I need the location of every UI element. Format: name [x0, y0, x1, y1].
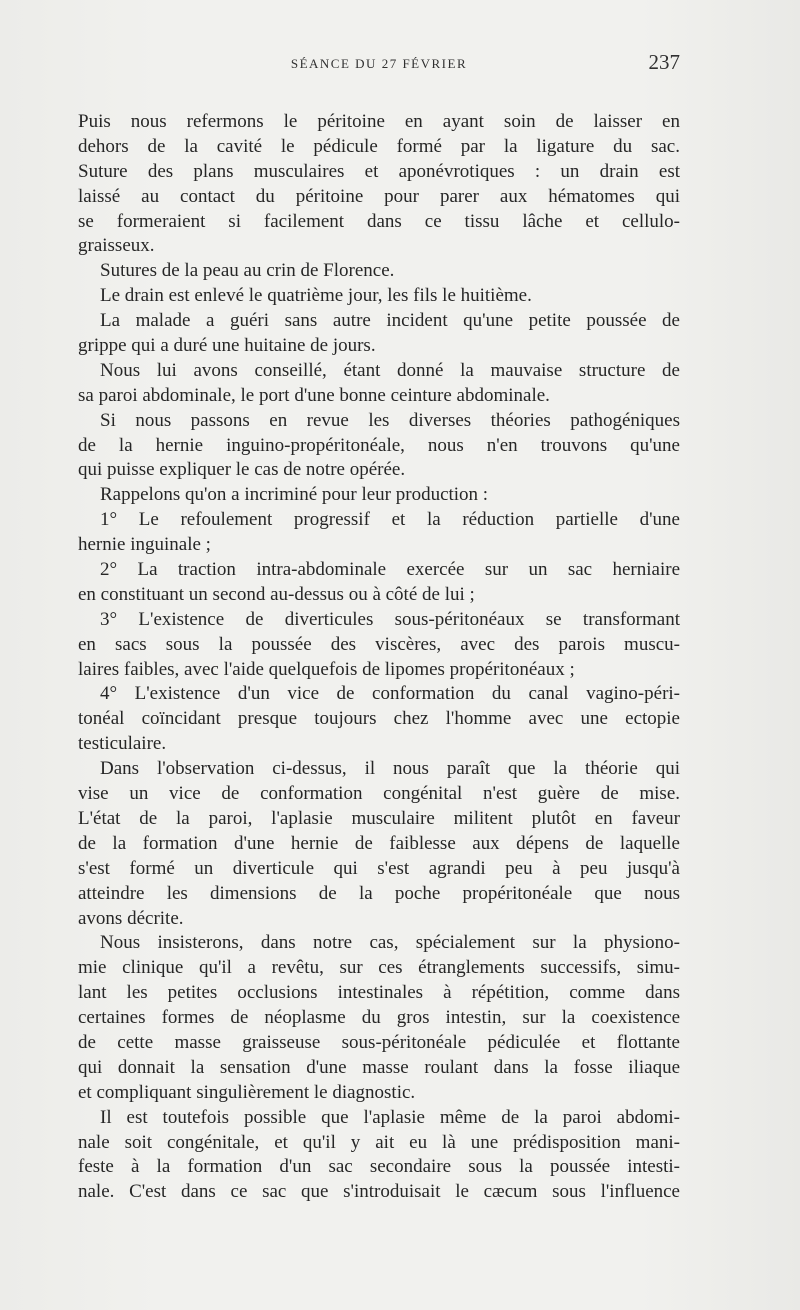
list-item [78, 608, 680, 683]
paragraph [78, 409, 680, 484]
paragraph [78, 110, 680, 259]
text-line: 2° La traction intra-abdominale exercée sur un sac herniaire [100, 559, 680, 581]
text-line: lant les petites occlusions intestinales à répétition, comme dans [78, 982, 680, 1004]
list-item [78, 682, 680, 757]
text-line: 1° Le refoulement progressif et la réduction partielle d'une [100, 509, 680, 531]
body-text [78, 110, 680, 1205]
page-number: 237 [648, 50, 680, 74]
text-line: de la hernie inguino-propéritonéale, nous n'en trouvons qu'une [78, 434, 680, 456]
text-line: Nous lui avons conseillé, étant donné la mauvaise structure de [100, 359, 680, 381]
paragraph [78, 483, 680, 508]
text-line: La malade a guéri sans autre incident qu'une petite poussée de [100, 310, 680, 332]
text-line: feste à la formation d'un sac secondaire sous la poussée intesti- [78, 1156, 680, 1178]
text-line: nale. C'est dans ce sac que s'introduisait le cæcum sous l'influence [78, 1181, 680, 1203]
text-line: qui donnait la sensation d'une masse roulant dans la fosse iliaque [78, 1056, 680, 1078]
text-line: atteindre les dimensions de la poche propéritonéale que nous [78, 882, 680, 904]
paragraph [78, 359, 680, 409]
paragraph [78, 284, 680, 309]
text-line: en sacs sous la poussée des viscères, avec des parois muscu- [78, 633, 680, 655]
text-line: nale soit congénitale, et qu'il y ait eu là une prédisposition mani- [78, 1131, 680, 1153]
text-line: laissé au contact du péritoine pour parer aux hématomes qui [78, 185, 680, 207]
text-line: Dans l'observation ci-dessus, il nous paraît que la théorie qui [100, 758, 680, 780]
paragraph [78, 309, 680, 359]
list-item [78, 508, 680, 558]
paragraph [78, 1106, 680, 1206]
page-header [78, 50, 680, 76]
text-line: qui puisse expliquer le cas de notre opérée. [78, 459, 406, 481]
text-line: vise un vice de conformation congénital n'est guère de mise. [78, 783, 680, 805]
text-line: dehors de la cavité le pédicule formé par la ligature du sac. [78, 135, 680, 157]
text-line: Si nous passons en revue les diverses théories pathogéniques [100, 409, 680, 431]
text-line: hernie inguinale ; [78, 534, 211, 556]
list-item [78, 558, 680, 608]
text-line: Nous insisterons, dans notre cas, spécialement sur la physiono- [100, 932, 680, 954]
text-line: et compliquant singulièrement le diagnostic. [78, 1081, 416, 1103]
text-line: testiculaire. [78, 733, 167, 755]
text-line: grippe qui a duré une huitaine de jours. [78, 335, 376, 357]
text-line: 3° L'existence de diverticules sous-péritonéaux se transformant [100, 608, 680, 630]
text-line: Puis nous refermons le péritoine en ayant soin de laisser en [78, 111, 680, 132]
text-line: avons décrite. [78, 907, 184, 929]
text-line: Il est toutefois possible que l'aplasie même de la paroi abdomi- [100, 1106, 680, 1128]
text-line: laires faibles, avec l'aide quelquefois de lipomes propéritonéaux ; [78, 658, 575, 680]
text-line: Suture des plans musculaires et aponévrotiques : un drain est [78, 160, 680, 182]
paragraph [78, 757, 680, 931]
text-line: Rappelons qu'on a incriminé pour leur production : [100, 484, 489, 506]
text-line: tonéal coïncidant presque toujours chez l'homme avec une ectopie [78, 708, 680, 730]
text-line: sa paroi abdominale, le port d'une bonne ceinture abdominale. [78, 384, 550, 406]
paragraph [78, 259, 680, 284]
text-line: graisseux. [78, 235, 155, 257]
text-line: de la formation d'une hernie de faiblesse aux dépens de laquelle [78, 832, 680, 854]
running-title: SÉANCE DU 27 FÉVRIER [290, 56, 468, 71]
text-line: 4° L'existence d'un vice de conformation du canal vagino-péri- [100, 683, 680, 705]
text-line: s'est formé un diverticule qui s'est agrandi peu à peu jusqu'à [78, 857, 680, 879]
text-line: de cette masse graisseuse sous-péritonéale pédiculée et flottante [78, 1031, 680, 1053]
text-line: se formeraient si facilement dans ce tissu lâche et cellulo- [78, 210, 680, 232]
text-line: Sutures de la peau au crin de Florence. [100, 260, 395, 282]
text-line: L'état de la paroi, l'aplasie musculaire militent plutôt en faveur [78, 807, 680, 829]
text-line: certaines formes de néoplasme du gros intestin, sur la coexistence [78, 1007, 680, 1029]
text-line: en constituant un second au-dessus ou à côté de lui ; [78, 583, 475, 605]
text-line: mie clinique qu'il a revêtu, sur ces étranglements successifs, simu- [78, 957, 680, 979]
paragraph [78, 931, 680, 1105]
text-line: Le drain est enlevé le quatrième jour, les fils le huitième. [100, 285, 532, 307]
